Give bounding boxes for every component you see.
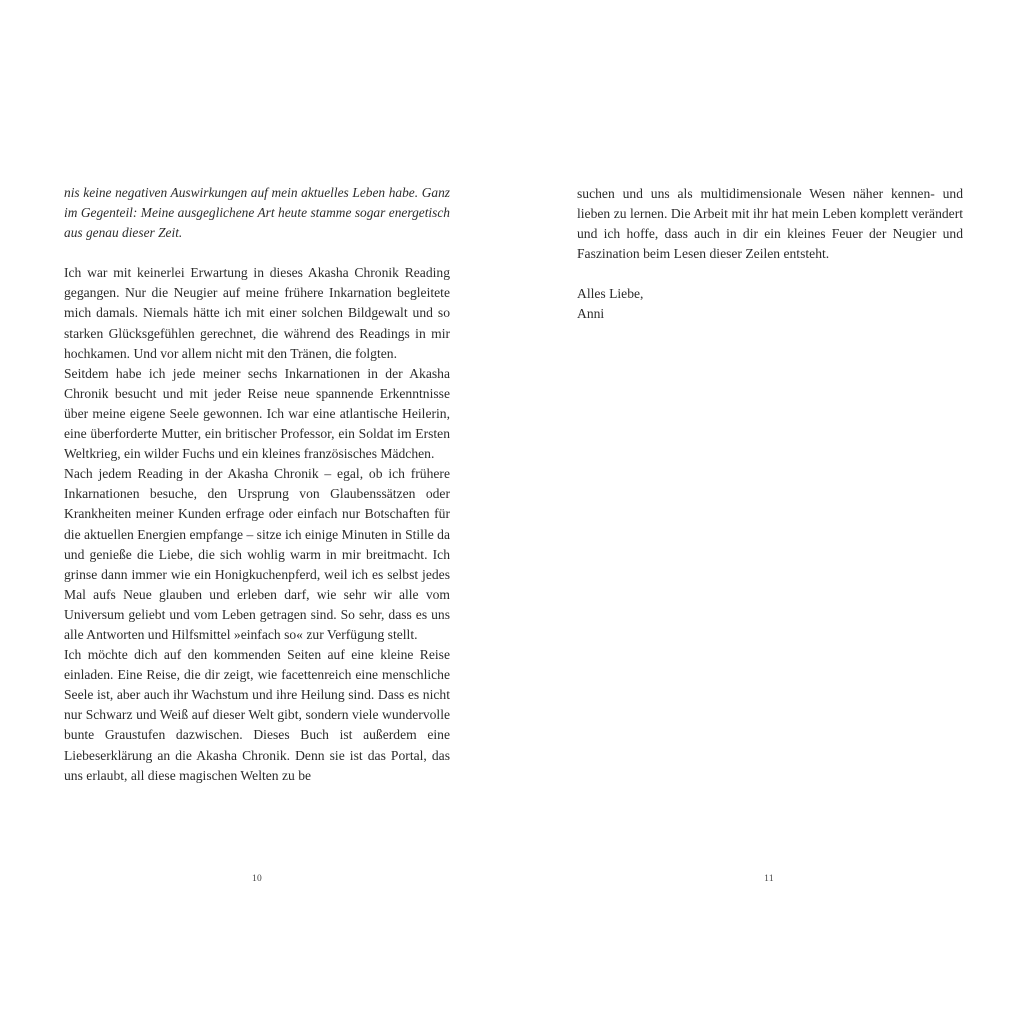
body-paragraph-3: Nach jedem Reading in der Akasha Chronik – egal, ob ich frühere Inkarnationen besuche, den Ursprung von Glaubenssätzen oder Krankheiten meiner Kunden erfrage oder einfach nur Botschaften für die aktuellen Energien empfange – sitze ich einige Minuten in Stille da und genieße die Liebe, die sich wohlig warm in mir breitmacht. Ich grinse dann immer wie ein Honigkuchenpferd, weil ich es selbst jedes Mal aufs Neue glauben und erleben darf, wie sehr wir alle vom Universum geliebt und vom Leben getragen sind. So sehr, dass es uns alle Antworten und Hilfsmittel »einfach so« zur Verfügung stellt. xyxy=(64,466,450,642)
paragraph-gap xyxy=(577,264,963,284)
signature: Anni xyxy=(577,306,605,322)
intro-italic-paragraph: nis keine negativen Auswirkungen auf mein aktuelles Leben habe. Ganz im Gegenteil: Meine ausgeglichene Art heute stamme sogar energetisch aus genau dieser Zeit. xyxy=(64,185,450,241)
closing-line: Alles Liebe, xyxy=(577,286,644,302)
continued-paragraph: suchen und uns als multidimensionale Wesen näher kennen- und lieben zu lernen. Die Arbeit mit ihr hat mein Leben komplett verändert und ich hoffe, dass auch in dir ein kleines Feuer der Neugier und Faszination beim Lesen dieser Zeilen entsteht. xyxy=(577,186,963,262)
body-paragraph-2: Seitdem habe ich jede meiner sechs Inkarnationen in der Akasha Chronik besucht und mit jeder Reise neue spannende Erkenntnisse über meine eigene Seele gewonnen. Ich war eine atlantische Heilerin, eine überforderte Mutter, ein britischer Professor, ein Soldat im Ersten Weltkrieg, ein wilder Fuchs und ein kleines französisches Mädchen. xyxy=(64,365,450,462)
page-number-right: 11 xyxy=(764,874,774,884)
body-paragraph-1: Ich war mit keinerlei Erwartung in dieses Akasha Chronik Reading gegangen. Nur die Neugier auf meine frühere Inkarnation begleitete mich damals. Niemals hätte ich mit einer solchen Bildgewalt und so starken Glücksgefühlen gerechnet, die während des Readings in mir hochkamen. Und vor allem nicht mit den Tränen, die folgten. xyxy=(64,265,450,361)
right-page-text xyxy=(577,184,963,325)
left-page-text xyxy=(64,183,450,786)
body-paragraph-4: Ich möchte dich auf den kommenden Seiten auf eine kleine Reise einladen. Eine Reise, die dir zeigt, wie facettenreich eine menschliche Seele ist, aber auch ihr Wachstum und ihre Heilung sind. Dass es nicht nur Schwarz und Weiß auf dieser Welt gibt, sondern viele wundervolle bunte Graustufen dazwischen. Dieses Buch ist außerdem eine Liebeserklärung an die Akasha Chronik. Denn sie ist das Portal, das uns erlaubt, all diese magischen Welten zu be xyxy=(64,647,450,783)
right-page xyxy=(512,0,1024,1024)
paragraph-gap xyxy=(64,243,450,263)
page-number-left: 10 xyxy=(251,874,263,884)
